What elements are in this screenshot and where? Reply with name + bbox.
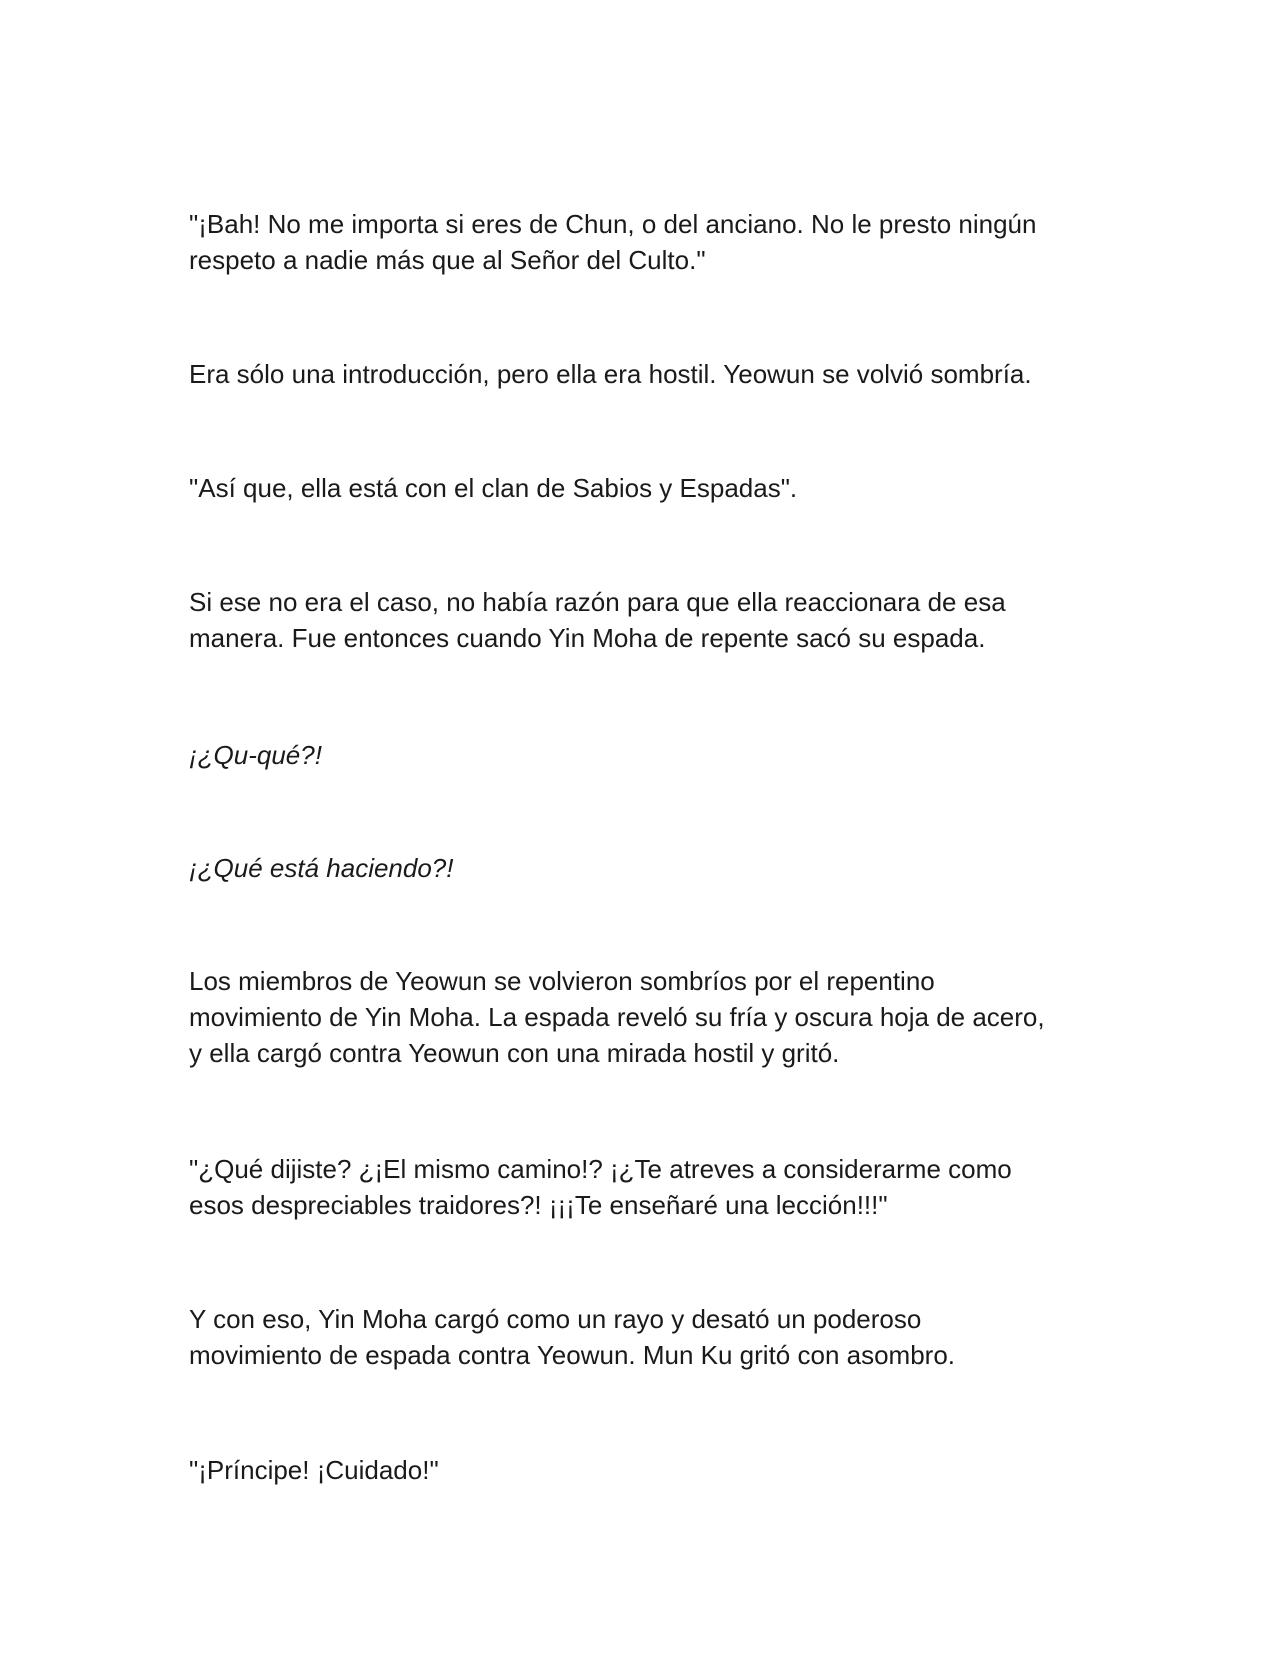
paragraph-10 (189, 1452, 1109, 1488)
paragraph-line: movimiento de Yin Moha. La espada reveló su fría y oscura hoja de acero, (189, 1002, 1045, 1032)
paragraph-line: Era sólo una introducción, pero ella era hostil. Yeowun se volvió sombría. (189, 359, 1032, 389)
paragraph-6 (189, 850, 1109, 886)
paragraph-line: "Así que, ella está con el clan de Sabios y Espadas". (189, 473, 798, 503)
paragraph-line: respeto a nadie más que al Señor del Culto." (189, 245, 706, 275)
paragraph-line: ¡¿Qué está haciendo?! (189, 853, 454, 883)
paragraph-line: "¡Bah! No me importa si eres de Chun, o del anciano. No le presto ningún (189, 209, 1037, 239)
paragraph-line: y ella cargó contra Yeowun con una mirada hostil y gritó. (189, 1038, 840, 1068)
paragraph-line: esos despreciables traidores?! ¡¡¡Te enseñaré una lección!!!" (189, 1190, 888, 1220)
paragraph-9 (189, 1301, 1109, 1373)
paragraph-line: movimiento de espada contra Yeowun. Mun Ku gritó con asombro. (189, 1340, 956, 1370)
paragraph-line: ¡¿Qu-qué?! (189, 740, 322, 770)
paragraph-line: "¿Qué dijiste? ¿¡El mismo camino!? ¡¿Te atreves a considerarme como (189, 1154, 1012, 1184)
paragraph-line: Y con eso, Yin Moha cargó como un rayo y desató un poderoso (189, 1304, 922, 1334)
paragraph-1 (189, 206, 1109, 278)
paragraph-line: Si ese no era el caso, no había razón para que ella reaccionara de esa (189, 587, 1006, 617)
paragraph-2 (189, 356, 1109, 392)
paragraph-5 (189, 737, 1109, 773)
paragraph-line: manera. Fue entonces cuando Yin Moha de repente sacó su espada. (189, 623, 986, 653)
paragraph-7 (189, 963, 1109, 1071)
paragraph-4 (189, 584, 1109, 656)
paragraph-8 (189, 1151, 1109, 1223)
paragraph-line: "¡Príncipe! ¡Cuidado!" (189, 1455, 439, 1485)
paragraph-3 (189, 470, 1109, 506)
paragraph-line: Los miembros de Yeowun se volvieron sombríos por el repentino (189, 966, 935, 996)
